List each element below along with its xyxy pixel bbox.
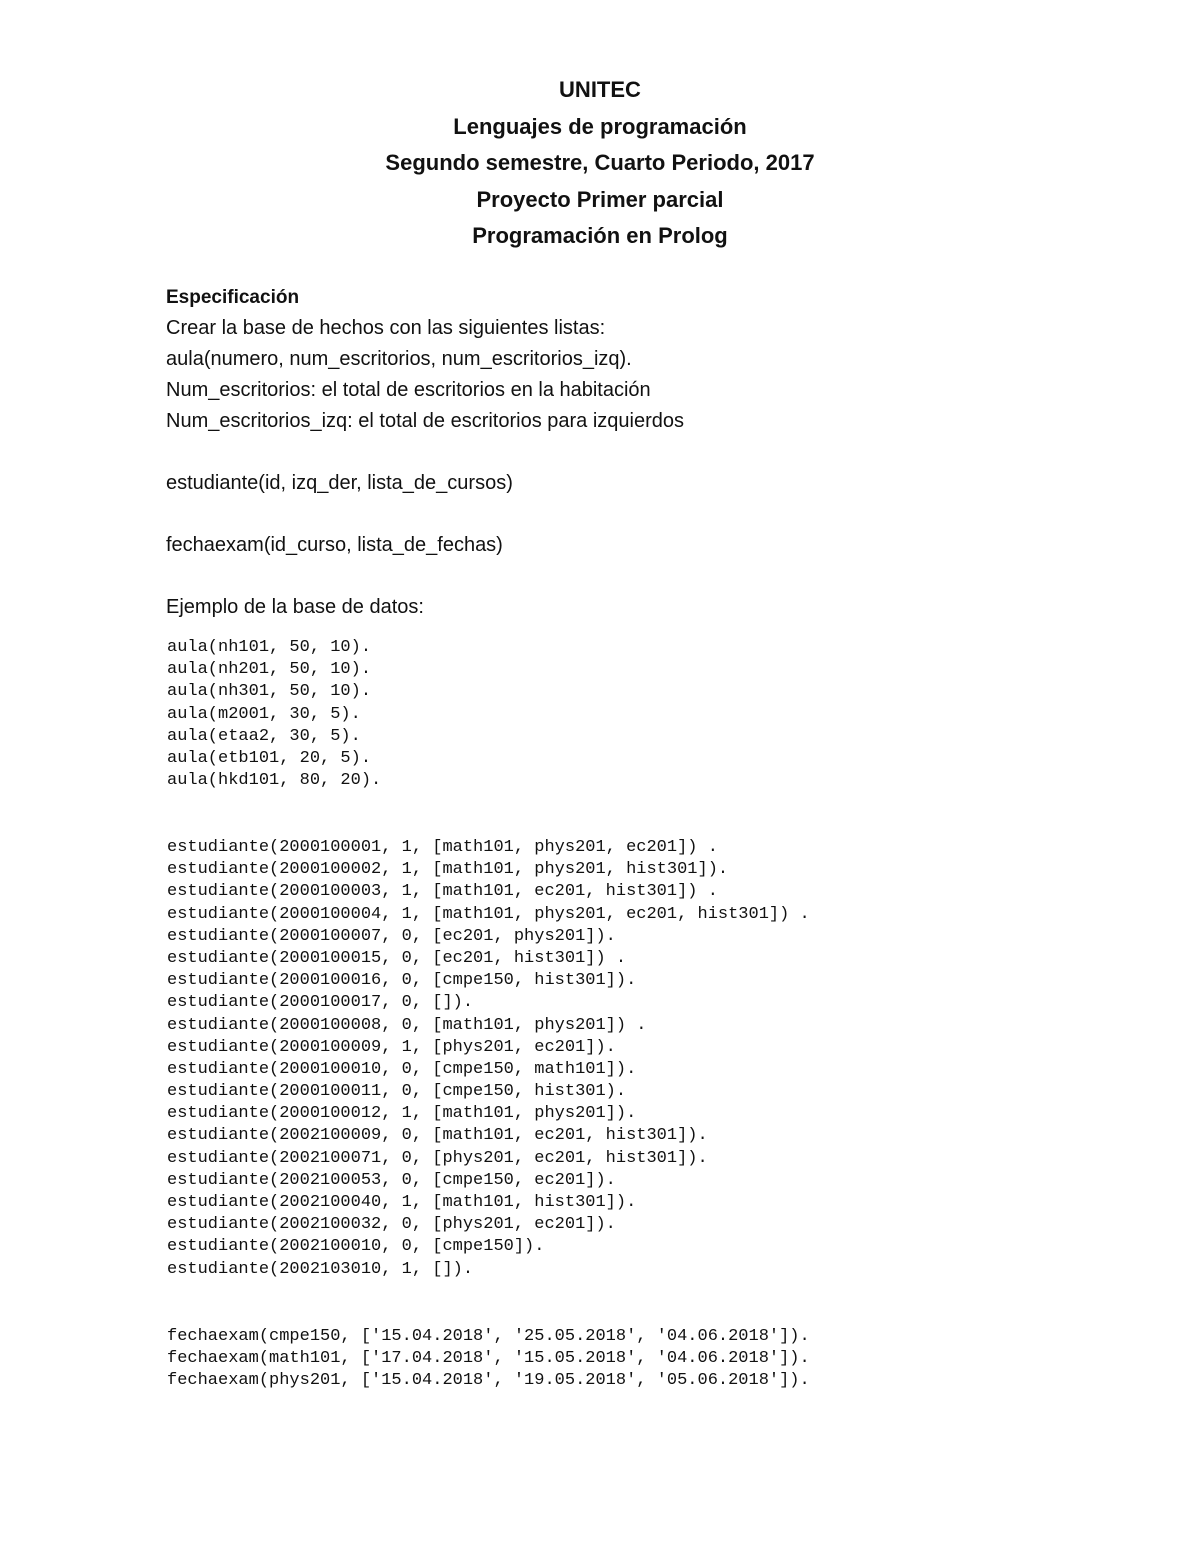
fechaexam-fact-line: fechaexam(cmpe150, ['15.04.2018', '25.05.2018', '04.06.2018']). [167, 1327, 810, 1346]
fechaexam-facts-block [167, 1326, 1167, 1393]
estudiante-fact-line: estudiante(2002103010, 1, []). [167, 1259, 474, 1279]
num-escritorios-description: Num_escritorios: el total de escritorios en la habitación [166, 379, 651, 401]
estudiante-fact-line: estudiante(2002100032, 0, [phys201, ec201]). [167, 1215, 616, 1235]
aula-fact-line: aula(m2001, 30, 5). [167, 704, 361, 724]
estudiante-fact-line: estudiante(2000100011, 0, [cmpe150, hist301). [167, 1082, 627, 1102]
specification-section [166, 282, 1146, 623]
aula-fact-line: aula(etb101, 20, 5). [167, 748, 372, 768]
document-header [0, 72, 1200, 255]
fechaexam-fact-line: fechaexam(math101, ['17.04.2018', '15.05.2018', '04.06.2018']). [167, 1349, 810, 1369]
estudiante-fact-line: estudiante(2000100017, 0, []). [167, 993, 474, 1013]
estudiante-fact-line: estudiante(2002100071, 0, [phys201, ec201, hist301]). [167, 1148, 708, 1168]
specification-heading: Especificación [166, 287, 300, 308]
fechaexam-definition: fechaexam(id_curso, lista_de_fechas) [166, 534, 503, 556]
estudiante-fact-line: estudiante(2000100009, 1, [phys201, ec201]). [167, 1037, 616, 1057]
estudiante-fact-line: estudiante(2002100053, 0, [cmpe150, ec201]). [167, 1170, 616, 1190]
institution-title: UNITEC [559, 77, 641, 102]
aula-facts-block [167, 637, 1167, 792]
specification-intro: Crear la base de hechos con las siguientes listas: [166, 317, 606, 339]
estudiante-fact-line: estudiante(2000100008, 0, [math101, phys201]) . [167, 1015, 647, 1035]
estudiante-fact-line: estudiante(2000100015, 0, [ec201, hist301]) . [167, 948, 627, 968]
aula-fact-line: aula(etaa2, 30, 5). [167, 726, 361, 746]
estudiante-fact-line: estudiante(2002100009, 0, [math101, ec201, hist301]). [167, 1126, 708, 1146]
estudiante-fact-line: estudiante(2002100010, 0, [cmpe150]). [167, 1237, 545, 1257]
estudiante-fact-line: estudiante(2000100001, 1, [math101, phys201, ec201]) . [167, 838, 718, 857]
num-escritorios-izq-description: Num_escritorios_izq: el total de escritorios para izquierdos [166, 410, 685, 432]
estudiante-fact-line: estudiante(2000100016, 0, [cmpe150, hist301]). [167, 971, 637, 991]
aula-fact-line: aula(nh301, 50, 10). [167, 682, 372, 702]
example-heading: Ejemplo de la base de datos: [166, 596, 424, 618]
fechaexam-fact-line: fechaexam(phys201, ['15.04.2018', '19.05.2018', '05.06.2018']). [167, 1371, 810, 1391]
semester-line: Segundo semestre, Cuarto Periodo, 2017 [385, 150, 815, 175]
estudiante-fact-line: estudiante(2002100040, 1, [math101, hist301]). [167, 1193, 637, 1212]
estudiante-facts-block [167, 837, 1167, 1281]
aula-definition: aula(numero, num_escritorios, num_escritorios_izq). [166, 348, 632, 370]
estudiante-fact-line: estudiante(2000100002, 1, [math101, phys201, hist301]). [167, 860, 729, 880]
estudiante-fact-line: estudiante(2000100010, 0, [cmpe150, math101]). [167, 1059, 637, 1079]
aula-fact-line: aula(nh101, 50, 10). [167, 638, 372, 657]
aula-fact-line: aula(nh201, 50, 10). [167, 660, 372, 680]
course-title: Lenguajes de programación [453, 113, 747, 139]
estudiante-fact-line: estudiante(2000100012, 1, [math101, phys201]). [167, 1104, 637, 1124]
estudiante-fact-line: estudiante(2000100007, 0, [ec201, phys201]). [167, 926, 616, 946]
project-title: Proyecto Primer parcial [476, 186, 724, 212]
estudiante-fact-line: estudiante(2000100003, 1, [math101, ec201, hist301]) . [167, 882, 718, 902]
estudiante-definition: estudiante(id, izq_der, lista_de_cursos) [166, 472, 513, 494]
aula-fact-line: aula(hkd101, 80, 20). [167, 771, 382, 791]
estudiante-fact-line: estudiante(2000100004, 1, [math101, phys201, ec201, hist301]) . [167, 904, 810, 924]
project-subtitle: Programación en Prolog [472, 223, 728, 248]
